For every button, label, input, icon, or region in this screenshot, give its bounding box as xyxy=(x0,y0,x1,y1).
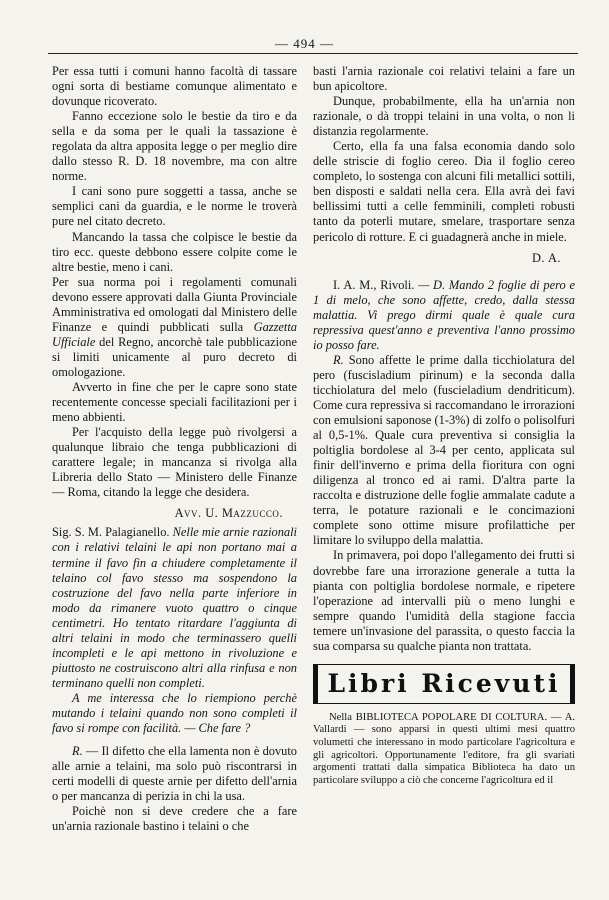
answer-label: R. xyxy=(72,744,83,759)
question-text: Nelle mie arnie razionali con i relativi telaini le api non portano mai a termine il favo fin a chiudere completamente il telaino col favo stesso ma sospendono la costruzione del favo nella parte inferiore in modo da rimanere vuoto quattro o cinque centimetri. Ho tentato ritardare l'aggiunta di altri telaini in modo che terminassero quelli incompleti e le api mettono in rivoluzione e piuttosto ne costruiscono altri alla rinfusa e non terminano quelli non completi. xyxy=(52,525,297,690)
paragraph: Per essa tutti i comuni hanno facoltà di tassare ogni sorta di bestiame comunque alimentato e dovunque ricoverato. xyxy=(52,64,297,109)
books-received-banner xyxy=(313,664,575,704)
paragraph: Fanno eccezione solo le bestie da tiro e da sella e da soma per le quali la tassazione è regolata da altra apposita legge o per meglio dire dallo stesso R. D. 18 novembre, ma con altre norme. xyxy=(52,109,297,184)
paragraph: Avverto in fine che per le capre sono state recentemente concesse speciali facilitazioni per i meno abbienti. xyxy=(52,379,297,425)
paragraph: basti l'arnia razionale coi relativi telaini a fare un bun apicoltore. xyxy=(313,64,575,94)
paragraph: Dunque, probabilmente, ella ha un'arnia non razionale, o dà troppi telaini in una volta, o non li distanzia regolarmente. xyxy=(313,94,575,139)
page-number: — 494 — xyxy=(275,36,334,51)
paragraph: Certo, ella fa una falsa economia dando solo delle striscie di foglio cereo. Dia il foglio cereo completo, lo sostenga con alcuni fili metallici sottili, ben disposti e saldati nella cera. Ella avrà dei favi bellissimi tutti a celle femminili, completi robusti tanto da poterli mutare, smelare, trasportare senza pericolo di rotture. E ci guadagnerà anche in miele. xyxy=(313,139,575,244)
paragraph: Mancando la tassa che colpisce le bestie da tiro ecc. queste debbono essere colpite come le altre bestie, meno i cani. xyxy=(52,229,297,274)
left-column xyxy=(52,64,297,834)
questioner-name: I. A. M., Rivoli. xyxy=(333,277,415,292)
paragraph: Per l'acquisto della legge può rivolgersi a qualunque libraio che tenga pubblicazioni di carattere legale; in mancanza si rivolga alla Libreria dello Stato — Ministero delle Finanze — Roma, citando la legge che desidera. xyxy=(52,425,297,500)
paragraph: Nella BIBLIOTECA POPOLARE DI COLTURA. — A. Vallardi — sono apparsi in questi ultimi mesi quattro volumetti che interessano in modo particolare l'agricoltura e gli agricoltori. Opportunamente l'editore, fra gli svariati argomenti trattati dalla simpatica Biblioteca ha dato un particolare sviluppo a ciò che concerne l'agricoltura ed il xyxy=(313,711,575,786)
books-section xyxy=(313,712,575,788)
header-rule xyxy=(48,53,578,54)
right-column xyxy=(313,64,575,787)
paragraph xyxy=(52,275,297,380)
answer-text: — Il difetto che ella lamenta non è dovuto alle arnie a telaini, ma solo può riscontrarsi in certi modelli di queste arnie per difetto dell'arnia o per mancanza di perizia in chi la usa. xyxy=(52,744,297,804)
paragraph: In primavera, poi dopo l'allegamento dei frutti si dovrebbe fare una irrorazione generale a tutta la pianta con poltiglia bordolese normale, e ripetere l'operazione ad intervalli più o meno lunghi e sempre quando l'umidità della stagione faccia temere un'invasione del parassita, o questo faccia la sua comparsa su qualche pianta non trattata. xyxy=(313,548,575,653)
answer-label: R. xyxy=(333,352,344,367)
text-run: Per sua norma poi i regolamenti comunali devono essere approvati dalla Giunta Provinciale Amministrativa ed omologati dal Ministero delle Finanze e quindi pubblicati sulla xyxy=(52,274,297,334)
question-text: — D. Mando 2 foglie di pero e 1 di melo, che sono affette, credo, dalla stessa malattia. Vi prego dirmi quale è quale cura repressiva quest'anno e preventiva l'anno prossimo io posso fare. xyxy=(313,277,575,352)
signature: Avv. U. Mazzucco. xyxy=(174,506,283,521)
text-run: del Regno, ancorchè tale pubblicazione si limiti unicamente al puro decreto di omologazione. xyxy=(52,334,297,379)
paragraph: Poichè non si deve credere che a fare un'arnia razionale bastino i telaini o che xyxy=(52,804,297,834)
question xyxy=(52,525,297,691)
answer xyxy=(313,353,575,549)
answer-text: Sono affette le prime dalla ticchiolatura del pero (fuscisladium pirinum) e la seconda dalla ticchiolatura del melo (fuscieladium dendriticum). Come cura repressiva si raccomandano le irrorazioni con emulsioni saponose (1-3%) di zolfo o polisolfuri al 0,5-1%. Quale cura preventiva si consiglia la poltiglia bordolese al 3-4 per cento, applicata sul finir dell'inverno e prima della fioritura con ogni diligenza al tronco ed ai rami. D'altra parte la raccolta e distruzione delle foglie ammalate cadute a terra, le potature razionali e le concimazioni complete sono ottime misure profilattiche per limitare lo sviluppo della malattia. xyxy=(313,352,575,548)
gazzetta-title: Gazzetta Ufficiale xyxy=(52,319,297,349)
signature: D. A. xyxy=(531,250,561,265)
books-received-title: Libri Ricevuti xyxy=(327,669,561,699)
question-text: A me interessa che lo riempiono perchè mutando i telaini quando non sono completi il favo si rompe con facilità. — Che fare ? xyxy=(52,690,297,736)
answer xyxy=(52,744,297,804)
question xyxy=(313,278,575,353)
questioner-name: Sig. S. M. Palagianello. xyxy=(52,525,170,540)
paragraph: I cani sono pure soggetti a tassa, anche se semplici cani da guardia, e le norme le troverà pure nel citato decreto. xyxy=(52,184,297,229)
